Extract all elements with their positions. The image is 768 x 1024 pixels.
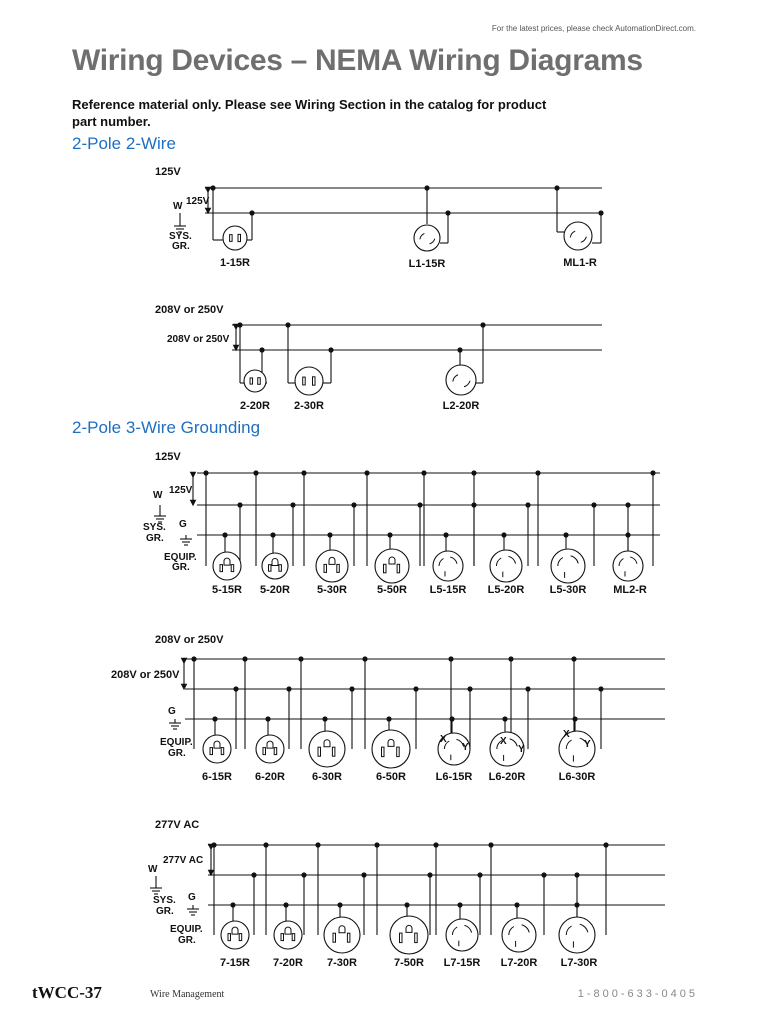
receptacle-label: 6-30R xyxy=(312,771,342,783)
receptacle-label: L7-15R xyxy=(443,957,481,969)
receptacle-label: 1-15R xyxy=(220,257,250,269)
equip-ground-label: EQUIP. xyxy=(164,552,197,563)
receptacle-5-20r xyxy=(262,553,288,579)
receptacle-label: 5-15R xyxy=(212,584,242,596)
voltage-tag: 125V xyxy=(169,485,193,496)
receptacle-label: L6-15R xyxy=(435,771,473,783)
receptacle-2-30r xyxy=(295,367,323,395)
receptacle-5-30r xyxy=(316,550,348,582)
receptacle-5-50r xyxy=(375,549,409,583)
wire-label-w: W xyxy=(153,490,163,501)
system-ground-label: SYS. xyxy=(153,895,176,906)
receptacle-label: L1-15R xyxy=(408,258,446,270)
system-ground-label: GR. xyxy=(156,906,174,917)
ground-symbol xyxy=(169,719,181,729)
receptacle-l5-15r xyxy=(433,551,463,581)
receptacle-label: ML1-R xyxy=(563,257,597,269)
receptacle-label: L7-20R xyxy=(500,957,538,969)
receptacle-label: 2-20R xyxy=(240,400,270,412)
receptacle-5-15r xyxy=(213,552,241,580)
voltage-tag: 125V xyxy=(186,196,210,207)
x-terminal-label: X xyxy=(500,736,507,747)
receptacle-label: L6-20R xyxy=(488,771,526,783)
voltage-tag: 208V or 250V xyxy=(167,334,230,345)
receptacle-6-15r xyxy=(203,735,231,763)
equip-ground-label: EQUIP. xyxy=(160,737,193,748)
equip-ground-label: GR. xyxy=(172,562,190,573)
ground-symbol xyxy=(154,512,166,522)
receptacle-7-30r xyxy=(324,917,360,953)
receptacle-label: ML2-R xyxy=(613,584,647,596)
receptacle-l2-20r xyxy=(446,365,476,395)
receptacle-label: 7-15R xyxy=(220,957,250,969)
voltage-heading: 125V xyxy=(155,166,181,178)
wire-label-g: G xyxy=(179,519,187,530)
receptacle-l5-30r xyxy=(551,549,585,583)
voltage-tag: 277V AC xyxy=(163,855,204,866)
voltage-heading: 277V AC xyxy=(155,819,200,831)
receptacle-6-50r xyxy=(372,730,410,768)
system-ground-label: GR. xyxy=(172,241,190,252)
section-title-2pole-2wire: 2-Pole 2-Wire xyxy=(72,134,176,153)
receptacle-label: L7-30R xyxy=(560,957,598,969)
y-terminal-label: Y xyxy=(462,742,469,753)
receptacle-ml2-r xyxy=(613,551,643,581)
price-note: For the latest prices, please check AutomationDirect.com. xyxy=(491,24,696,33)
y-terminal-label: Y xyxy=(518,744,525,755)
wire-label-w: W xyxy=(148,864,158,875)
voltage-tag: 208V or 250V xyxy=(111,669,180,681)
x-terminal-label: X xyxy=(440,734,447,745)
page-id: tWCC-37 xyxy=(32,983,102,1002)
receptacle-label: 5-20R xyxy=(260,584,290,596)
receptacle-label: L2-20R xyxy=(442,400,480,412)
receptacle-ml1-r xyxy=(564,222,592,250)
receptacle-label: 7-30R xyxy=(327,957,357,969)
receptacle-label: 5-30R xyxy=(317,584,347,596)
receptacle-7-20r xyxy=(274,921,302,949)
receptacle-label: 5-50R xyxy=(377,584,407,596)
equip-ground-label: GR. xyxy=(178,935,196,946)
reference-note: Reference material only. Please see Wiring Section in the catalog for product part number. xyxy=(72,97,547,129)
equip-ground-label: GR. xyxy=(168,748,186,759)
receptacle-l5-20r xyxy=(490,550,522,582)
receptacle-l7-30r xyxy=(559,917,595,953)
ground-symbol xyxy=(150,884,162,894)
receptacle-label: 7-50R xyxy=(394,957,424,969)
receptacle-6-20r xyxy=(256,735,284,763)
system-ground-label: SYS. xyxy=(169,231,192,242)
y-terminal-label: Y xyxy=(584,739,591,750)
system-ground-label: GR. xyxy=(146,533,164,544)
receptacle-label: L5-15R xyxy=(429,584,467,596)
equip-ground-label: EQUIP. xyxy=(170,924,203,935)
wire-label-g: G xyxy=(168,706,176,717)
voltage-heading: 208V or 250V xyxy=(155,304,224,316)
receptacle-label: L6-30R xyxy=(558,771,596,783)
receptacle-label: 6-20R xyxy=(255,771,285,783)
ground-symbol xyxy=(187,905,199,915)
receptacle-label: 6-15R xyxy=(202,771,232,783)
receptacle-l7-20r xyxy=(502,918,536,952)
receptacle-label: 2-30R xyxy=(294,400,324,412)
section-title-2pole-3wire: 2-Pole 3-Wire Grounding xyxy=(72,418,261,437)
page-title: Wiring Devices – NEMA Wiring Diagrams xyxy=(72,44,643,77)
footer-section: Wire Management xyxy=(150,989,225,1000)
phone-number: 1-800-633-0405 xyxy=(577,988,698,1000)
voltage-heading: 208V or 250V xyxy=(155,634,224,646)
system-ground-label: SYS. xyxy=(143,522,166,533)
ground-symbol xyxy=(180,535,192,545)
x-terminal-label: X xyxy=(563,729,570,740)
receptacle-label: 7-20R xyxy=(273,957,303,969)
receptacle-label: L5-20R xyxy=(487,584,525,596)
receptacle-2-20r xyxy=(244,370,266,392)
receptacle-l7-15r xyxy=(446,919,478,951)
wire-label-w: W xyxy=(173,201,183,212)
receptacle-7-15r xyxy=(221,921,249,949)
receptacle-label: L5-30R xyxy=(549,584,587,596)
voltage-heading: 125V xyxy=(155,451,181,463)
receptacle-7-50r xyxy=(390,916,428,954)
receptacle-l1-15r xyxy=(414,225,440,251)
receptacle-1-15r xyxy=(223,226,247,250)
wire-label-g: G xyxy=(188,892,196,903)
receptacle-label: 6-50R xyxy=(376,771,406,783)
receptacle-6-30r xyxy=(309,731,345,767)
